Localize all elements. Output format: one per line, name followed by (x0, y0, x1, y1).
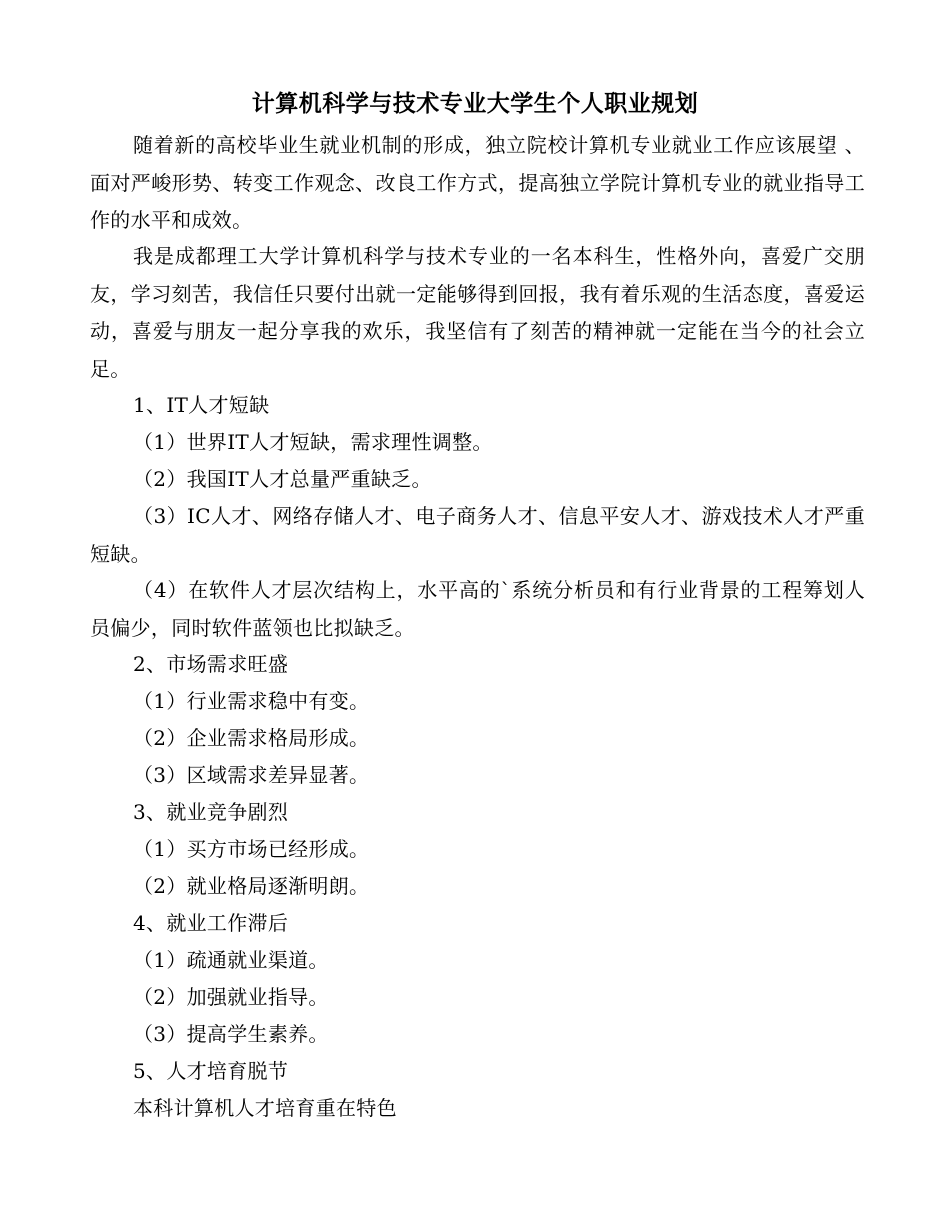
section-item: （2）加强就业指导。 (133, 985, 329, 1009)
intro-paragraph: 我是成都理工大学计算机科学与技术专业的一名本科生，性格外向，喜爱广交朋友，学习刻苦，我信任只要付出就一定能够得到回报，我有着乐观的生活态度，喜爱运动，喜爱与朋友一起分享我的欢乐，我坚信有了刻苦的精神就一定能在当今的社会立足。 (90, 244, 865, 381)
section-item: （3）提高学生素养。 (133, 1022, 329, 1046)
section-item: （2）企业需求格局形成。 (133, 726, 370, 750)
section-item: （3）区域需求差异显著。 (133, 763, 370, 787)
document-title: 计算机科学与技术专业大学生个人职业规划 (251, 90, 699, 117)
section-item: （2）我国IT人才总量严重缺乏。 (133, 467, 432, 491)
closing-line: 本科计算机人才培育重在特色 (133, 1096, 397, 1120)
section-item: （1）买方市场已经形成。 (133, 837, 370, 861)
section-item: （1）世界IT人才短缺，需求理性调整。 (133, 430, 493, 454)
section-item: （1）行业需求稳中有变。 (133, 689, 370, 713)
section-heading: 4、就业工作滞后 (133, 911, 289, 935)
section-item: （1）疏通就业渠道。 (133, 948, 329, 972)
intro-paragraph: 随着新的高校毕业生就业机制的形成，独立院校计算机专业就业工作应该展望 、面对严峻形势、转变工作观念、改良工作方式，提高独立学院计算机专业的就业指导工作的水平和成效。 (90, 133, 865, 232)
section-item: （3）IC人才、网络存储人才、电子商务人才、信息平安人才、游戏技术人才严重短缺。 (90, 504, 865, 566)
section-heading: 2、市场需求旺盛 (133, 652, 289, 676)
section-item: （2）就业格局逐渐明朗。 (133, 874, 370, 898)
section-item: （4）在软件人才层次结构上，水平高的`系统分析员和有行业背景的工程筹划人员偏少，同时软件蓝领也比拟缺乏。 (90, 578, 865, 640)
section-heading: 1、IT人才短缺 (133, 393, 270, 417)
section-heading: 5、人才培育脱节 (133, 1059, 289, 1083)
section-heading: 3、就业竞争剧烈 (133, 800, 289, 824)
